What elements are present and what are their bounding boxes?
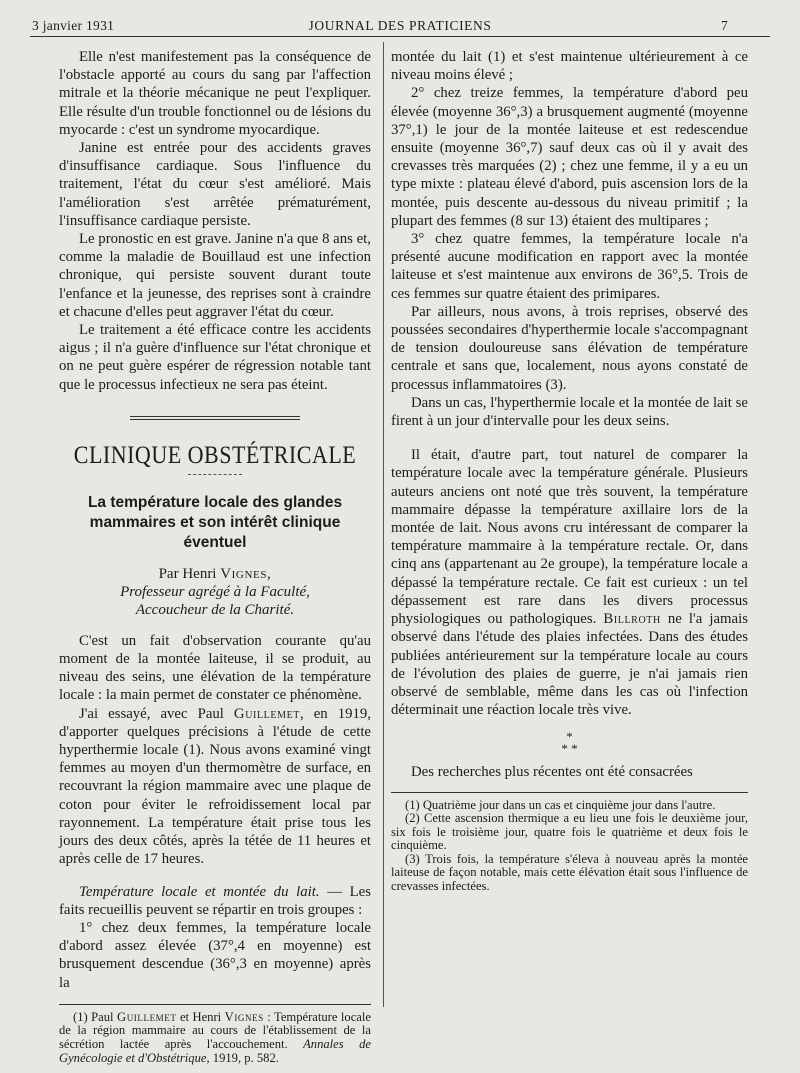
byline-prefix: Par Henri	[158, 565, 221, 582]
paragraph: Par ailleurs, nous avons, à trois reprises, observé des poussées secondaires d'hyperthermie locale s'accompagnant de tension douloureuse sans élévation de température centrale et sans que, localement, nous ayons constaté de processus inflammatoires (3).	[391, 303, 748, 393]
right-column	[391, 48, 748, 894]
footnote: (3) Trois fois, la température s'éleva à nouveau après la montée laiteuse de façon notable, mais cette élévation était sous l'influence de crevasses infectées.	[391, 851, 748, 894]
section-short-rule	[188, 474, 242, 475]
paragraph: Le pronostic en est grave. Janine n'a que 8 ans et, comme la maladie de Bouillaud est une infection chronique, qui persiste souvent durant toute l'enfance et la jeunesse, des reprises sont à craindre et chacune d'elles peut aggraver l'état du cœur.	[59, 231, 371, 320]
paragraph: C'est un fait d'observation courante qu'au moment de la montée laiteuse, il se produit, au niveau des seins, une élévation de la température locale : la main permet de constater ce phénomène.	[59, 632, 371, 704]
paragraph: Janine est entrée pour des accidents graves d'insuffisance cardiaque. Sous l'influence du traitement, l'état du cœur s'est amélioré. Mais l'amélioration s'est arrêtée prématurément, l'insuffisance cardiaque persiste.	[59, 140, 371, 229]
author-affiliation: Accoucheur de la Charité.	[135, 602, 295, 619]
article-title: La température locale des glandes mammaires et son intérêt clinique éventuel	[87, 493, 343, 551]
column-divider	[383, 42, 384, 1007]
footnote: (1) Paul Guillemet et Henri Vignes : Température locale de la région mammaire au cours de l'établissement de la sécrétion lactée après l'accouchement. Annales de Gynécologie et d'Obstétrique, 1919, p. 582.	[59, 1009, 371, 1065]
byline	[59, 565, 371, 583]
section-title: CLINIQUE OBSTÉTRICALE	[73, 439, 357, 469]
asterism-divider: * * *	[561, 729, 578, 757]
running-header	[0, 14, 800, 36]
paragraph: Des recherches plus récentes ont été consacrées	[411, 764, 693, 781]
cited-name: Guillemet	[233, 705, 300, 722]
paragraph: 2° chez treize femmes, la température d'abord peu élevée (moyenne 36°,3) a brusquement augmenté (moyenne 37°,1) le jour de la montée laiteuse et est redescendue ensuite (moyenne 36°,7) sauf deux cas où il y avait des crevasses très marquées (2) ; chez une femme, il y a eu un type mixte : plateau élevé d'abord, puis ascension lors de la montée, puis descente au-dessous du niveau primitif ; la plupart des femmes (8 sur 13) étaient des multipares ;	[391, 85, 748, 229]
footnote: (1) Quatrième jour dans un cas et cinquième jour dans l'autre.	[405, 797, 716, 812]
footnote-rule	[59, 1004, 371, 1005]
paragraph: 3° chez quatre femmes, la température locale n'a présenté aucune modification en rapport avec la montée laiteuse et s'est maintenue aux environs de 36°,5. Trois de ces femmes sur quatre étaient des primipares.	[391, 231, 748, 302]
footnote-rule	[391, 792, 748, 793]
paragraph: Il était, d'autre part, tout naturel de comparer la température locale avec la température générale. Plusieurs auteurs anciens ont noté que très souvent, la température mammaire dépasse la température axillaire lors de la montée de lait. Nous avons cru intéressant de comparer la température mammaire à la température rectale. Or, dans cinq ans (appartenant au 2e groupe), la température locale a dépassé la température rectale. Ce fait est curieux : un tel dépassement est rare dans les divers processus physiologiques ou pathologiques. Billroth ne l'a jamais observé dans l'étude des plaies infectées. Dans des études publiées antérieurement sur la température locale au cours de l'évolution des plaies de guerre, je n'ai jamais rien observé de semblable, même dans les cas où l'infection déterminait une réaction locale très vive.	[391, 447, 748, 719]
paragraph: Température locale et montée du lait. — Les faits recueillis peuvent se répartir en trois groupes :	[59, 883, 371, 918]
paragraph: Le traitement a été efficace contre les accidents aigus ; il n'a guère d'influence sur l'état chronique et on ne peut guère espérer de régression notable tant que le processus infectieux ne sera pas éteint.	[59, 322, 371, 393]
header-page-number: 7	[720, 18, 728, 33]
section-double-rule	[130, 416, 300, 420]
paragraph: montée du lait (1) et s'est maintenue ultérieurement à ce niveau moins élevé ;	[391, 49, 748, 84]
header-rule	[30, 36, 770, 37]
paragraph: Elle n'est manifestement pas la conséquence de l'obstacle apporté au cours du sang par l'affection mitrale et la théorie mécanique ne peut l'expliquer. Elle résulte d'un trouble fonctionnel ou de lésions du myocarde : c'est un syndrome myocardique.	[59, 49, 371, 138]
paragraph: J'ai essayé, avec Paul Guillemet, en 1919, d'apporter quelques précisions à l'étude de cette hyperthermie locale (1). Nous avons examiné vingt femmes au moyen d'un thermomètre de surface, en recouvrant la région mammaire avec une plaque de coton pour éviter le refroidissement local par rayonnement. La température était prise tous les jours des deux côtés, après la tétée de 11 heures et après celle de 17 heures.	[59, 705, 372, 868]
footnote: (2) Cette ascension thermique a eu lieu une fois le deuxième jour, six fois le troisième jour, quatre fois le quatrième et deux fois le cinquième.	[391, 811, 748, 853]
subheading: Température locale et montée du lait.	[79, 883, 320, 900]
author-name: Vignes,	[220, 565, 272, 582]
author-affiliation: Professeur agrégé à la Faculté,	[120, 583, 310, 600]
paragraph: 1° chez deux femmes, la température locale d'abord assez élevée (37°,4 en moyenne) est brusquement descendue (36°,3 en moyenne) après la	[59, 919, 371, 991]
header-date: 3 janvier 1931	[32, 18, 115, 33]
left-column	[59, 48, 371, 1065]
paragraph: Dans un cas, l'hyperthermie locale et la montée de lait se firent à un jour d'intervalle pour les deux seins.	[391, 394, 748, 430]
cited-name: Billroth	[603, 611, 661, 628]
header-journal-title: JOURNAL DES PRATICIENS	[308, 18, 492, 33]
